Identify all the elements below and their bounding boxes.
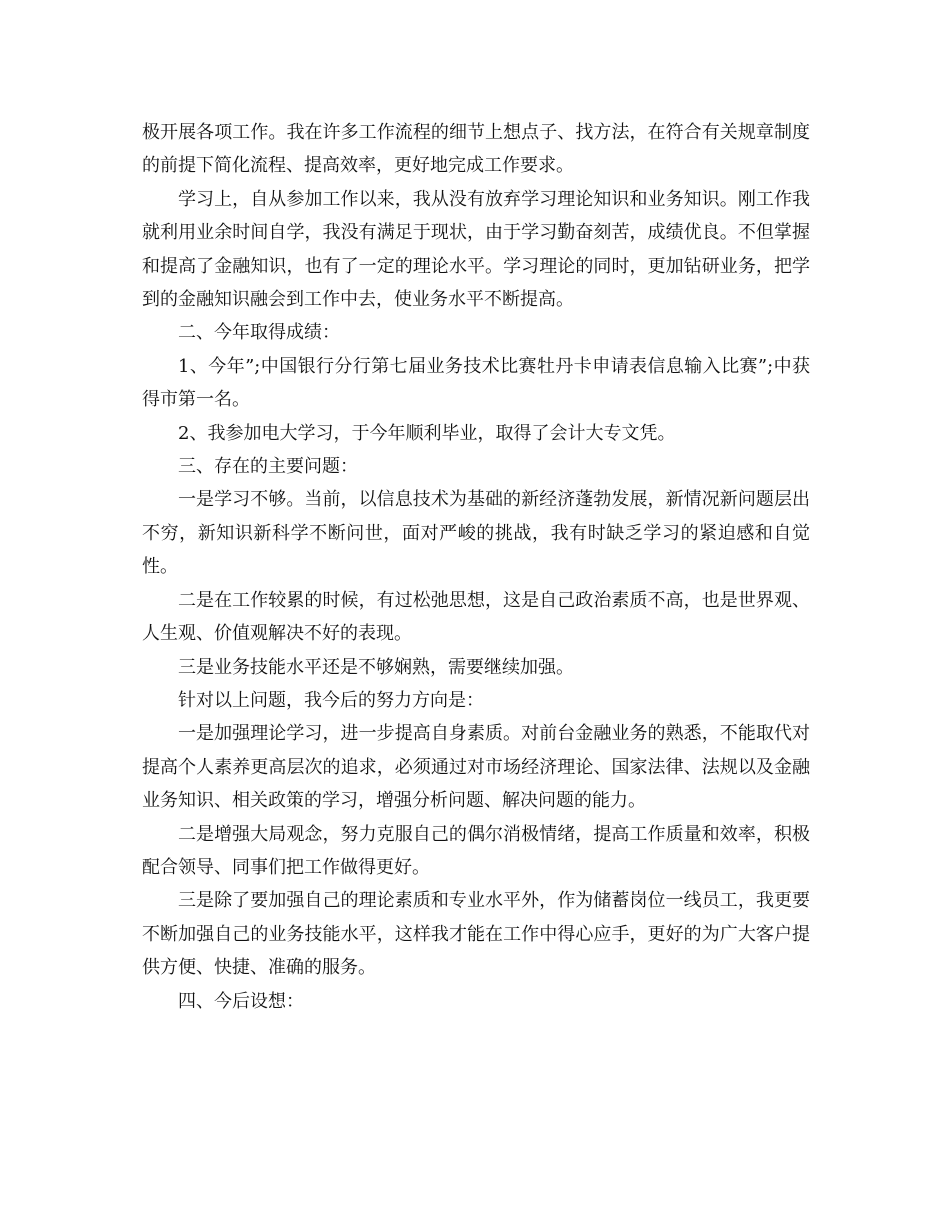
direction-item-2: 二是增强大局观念，努力克服自己的偶尔消极情绪，提高工作质量和效率，积极配合领导、同事们把工作做得更好。 — [142, 823, 810, 878]
achievement-item-1: 1、今年”;中国银行分行第七届业务技术比赛牡丹卡申请表信息输入比赛”;中获得市第一名。 — [142, 355, 810, 411]
direction-item-3: 三是除了要加强自己的理论素质和专业水平外，作为储蓄岗位一线员工，我更要不断加强自己的业务技能水平，这样我才能在工作中得心应手，更好的为广大客户提供方便、快捷、准确的服务。 — [142, 890, 810, 979]
problem-item-3: 三是业务技能水平还是不够娴熟，需要继续加强。 — [178, 656, 574, 678]
section-heading-plans: 四、今后设想： — [178, 990, 304, 1012]
paragraph-continuation: 极开展各项工作。我在许多工作流程的细节上想点子、找方法，在符合有关规章制度的前提下简化流程、提高效率，更好地完成工作要求。 — [142, 122, 810, 177]
problem-item-1: 一是学习不够。当前，以信息技术为基础的新经济蓬勃发展，新情况新问题层出不穷，新知识新科学不断问世，面对严峻的挑战，我有时缺乏学习的紧迫感和自觉性。 — [142, 489, 810, 578]
section-heading-achievements: 二、今年取得成绩： — [178, 322, 340, 344]
direction-intro: 针对以上问题，我今后的努力方向是： — [178, 689, 484, 711]
paragraph-study: 学习上，自从参加工作以来，我从没有放弃学习理论知识和业务知识。刚工作我就利用业余时间自学，我没有满足于现状，由于学习勤奋刻苦，成绩优良。不但掌握和提高了金融知识，也有了一定的理论水平。学习理论的同时，更加钻研业务，把学到的金融知识融会到工作中去，使业务水平不断提高。 — [142, 188, 810, 311]
section-heading-problems: 三、存在的主要问题： — [178, 456, 358, 478]
problem-item-2: 二是在工作较累的时候，有过松弛思想，这是自己政治素质不高，也是世界观、人生观、价值观解决不好的表现。 — [142, 589, 810, 645]
achievement-item-2: 2、我参加电大学习，于今年顺利毕业，取得了会计大专文凭。 — [178, 422, 676, 444]
document-body — [142, 116, 810, 1018]
direction-item-1: 一是加强理论学习，进一步提高自身素质。对前台金融业务的熟悉，不能取代对提高个人素养更高层次的追求，必须通过对市场经济理论、国家法律、法规以及金融业务知识、相关政策的学习，增强分析问题、解决问题的能力。 — [142, 723, 810, 812]
